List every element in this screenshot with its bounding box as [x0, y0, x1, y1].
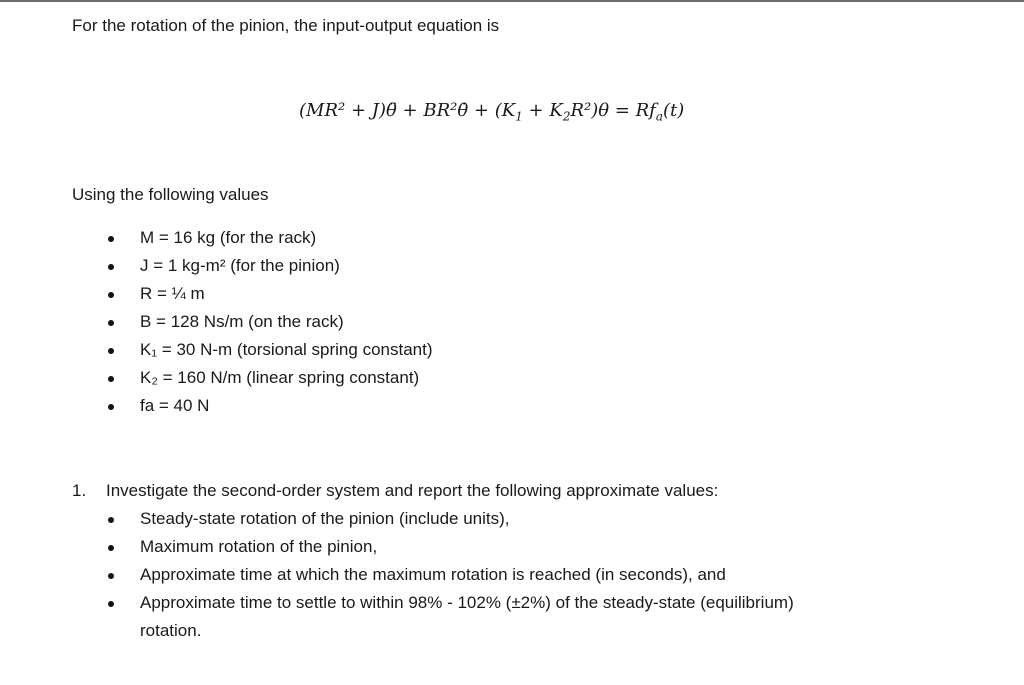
bullet-icon — [108, 320, 114, 326]
equation — [299, 100, 684, 124]
value-item: K₁ = 30 N-m (torsional spring constant) — [140, 340, 433, 359]
value-item: J = 1 kg-m² (for the pinion) — [140, 256, 340, 275]
bullet-icon — [108, 264, 114, 270]
bullet-icon — [108, 376, 114, 382]
value-item: B = 128 Ns/m (on the rack) — [140, 312, 344, 331]
question-item: Maximum rotation of the pinion, — [140, 537, 378, 556]
equation-part: + K — [522, 100, 563, 121]
bullet-icon — [108, 573, 114, 579]
equation-part: (t) — [662, 100, 685, 121]
question-number: 1. — [72, 481, 87, 500]
equation-subscript: 1 — [515, 109, 523, 124]
bullet-icon — [108, 601, 114, 607]
value-item: K₂ = 160 N/m (linear spring constant) — [140, 368, 420, 387]
question-item: Approximate time to settle to within 98% - 102% (±2%) of the steady-state (equilibrium) — [140, 593, 794, 612]
bullet-icon — [108, 404, 114, 410]
bullet-icon — [108, 348, 114, 354]
question-item: Approximate time at which the maximum rotation is reached (in seconds), and — [140, 565, 726, 584]
question-item: Steady-state rotation of the pinion (include units), — [140, 509, 510, 528]
bullet-icon — [108, 236, 114, 242]
values-heading: Using the following values — [72, 185, 269, 204]
equation-part: (MR² + J)θ̈ + BR²θ̇ + (K — [299, 100, 516, 121]
bullet-icon — [108, 517, 114, 523]
intro-text: For the rotation of the pinion, the input-output equation is — [72, 16, 500, 35]
equation-part: R²)θ = Rf — [570, 100, 656, 121]
bullet-icon — [108, 292, 114, 298]
value-item: M = 16 kg (for the rack) — [140, 228, 317, 247]
top-border — [0, 0, 1024, 2]
value-item: fa = 40 N — [140, 396, 210, 415]
question-item-continuation: rotation. — [140, 621, 202, 640]
equation-subscript: 2 — [562, 109, 571, 124]
question-text: Investigate the second-order system and report the following approximate values: — [106, 481, 719, 500]
equation-subscript: a — [655, 109, 663, 124]
value-item: R = ¼ m — [140, 284, 205, 303]
bullet-icon — [108, 545, 114, 551]
